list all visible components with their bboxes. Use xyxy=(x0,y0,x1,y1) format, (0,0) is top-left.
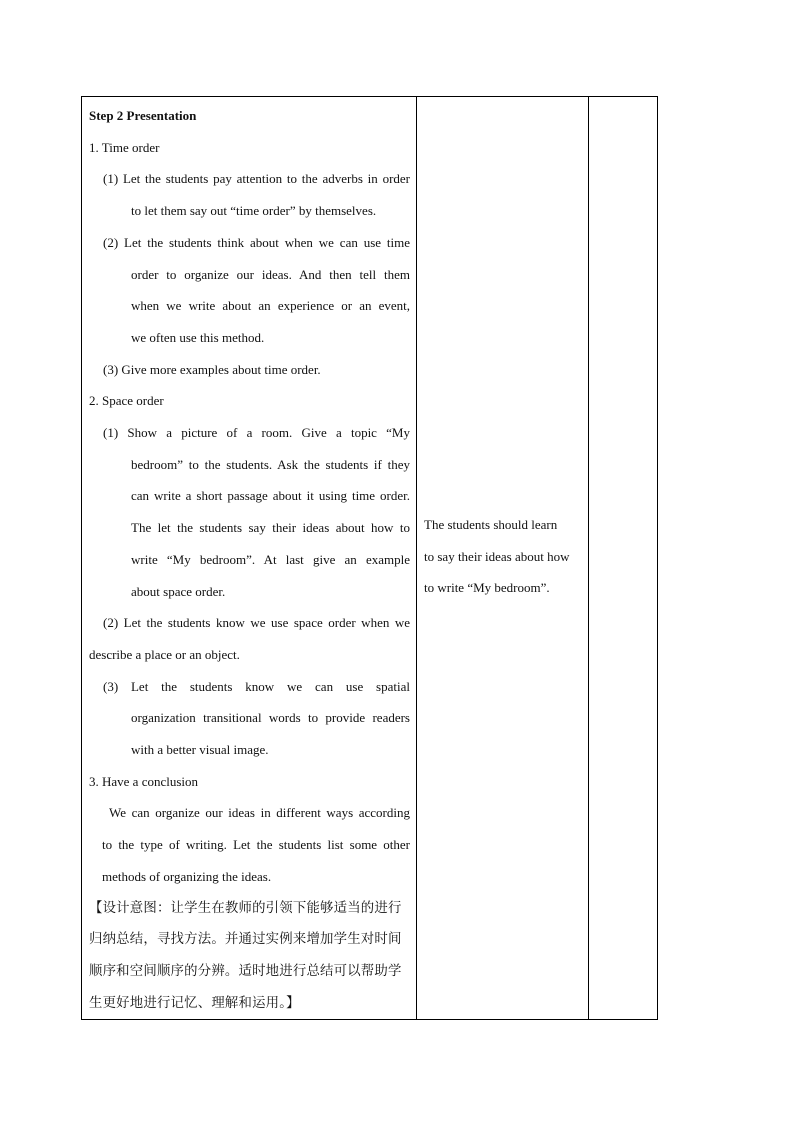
procedure-line: describe a place or an object. xyxy=(89,646,240,662)
student-activity-line: The students should learn xyxy=(424,517,558,532)
procedure-line: order to organize our ideas. And then tell them xyxy=(131,266,410,282)
procedure-line: 2. Space order xyxy=(89,393,164,409)
procedure-line: write “My bedroom”. At last give an example xyxy=(131,551,410,567)
procedure-line: (3) Let the students know we can use spatial xyxy=(103,678,410,694)
student-activity-line: to say their ideas about how xyxy=(424,548,570,564)
design-intent xyxy=(89,893,410,1020)
procedure-line: (2) Let the students think about when we can use time xyxy=(103,234,410,250)
procedure-line: to let them say out “time order” by themselves. xyxy=(131,203,377,219)
student-activity-cell xyxy=(417,97,589,1020)
procedure-line: when we write about an experience or an event, xyxy=(131,298,410,314)
procedure-line: methods of organizing the ideas. xyxy=(102,868,272,884)
procedure-line: The let the students say their ideas about how to xyxy=(131,520,410,536)
teaching-procedure-cell xyxy=(82,97,417,1020)
design-intent-line: 归纳总结，寻找方法。并通过实例来增加学生对时间 xyxy=(89,932,402,948)
design-intent-line: 生更好地进行记忆、理解和运用。】 xyxy=(89,995,300,1011)
procedure-line: organization transitional words to provide readers xyxy=(131,710,410,726)
lesson-plan-table xyxy=(81,96,658,1020)
procedure-line: 3. Have a conclusion xyxy=(89,773,199,789)
step-title: Step 2 Presentation xyxy=(89,108,197,123)
procedure-line: (1) Show a picture of a room. Give a topic “My xyxy=(103,425,410,441)
procedure-line: We can organize our ideas in different ways according xyxy=(109,805,410,821)
procedure-lines xyxy=(89,132,410,893)
procedure-line: (3) Give more examples about time order. xyxy=(103,361,321,377)
student-activity xyxy=(417,97,588,604)
procedure-line: (2) Let the students know we use space order when we xyxy=(103,615,410,631)
procedure-line: to the type of writing. Let the students list some other xyxy=(102,837,410,853)
procedure-line: (1) Let the students pay attention to the adverbs in order xyxy=(103,171,410,187)
table-row xyxy=(82,97,658,1020)
procedure-line: about space order. xyxy=(131,583,226,599)
procedure-line: with a better visual image. xyxy=(131,742,269,758)
procedure-line: can write a short passage about it using time order. xyxy=(131,488,410,504)
notes-cell xyxy=(589,97,658,1020)
design-intent-line: 【设计意图：让学生在教师的引领下能够适当的进行 xyxy=(89,900,402,916)
design-intent-line: 顺序和空间顺序的分辨。适时地进行总结可以帮助学 xyxy=(89,963,402,979)
procedure-line: we often use this method. xyxy=(131,329,265,345)
procedure-line: 1. Time order xyxy=(89,139,160,155)
student-activity-line: to write “My bedroom”. xyxy=(424,580,550,596)
procedure-line: bedroom” to the students. Ask the students if they xyxy=(131,456,410,472)
